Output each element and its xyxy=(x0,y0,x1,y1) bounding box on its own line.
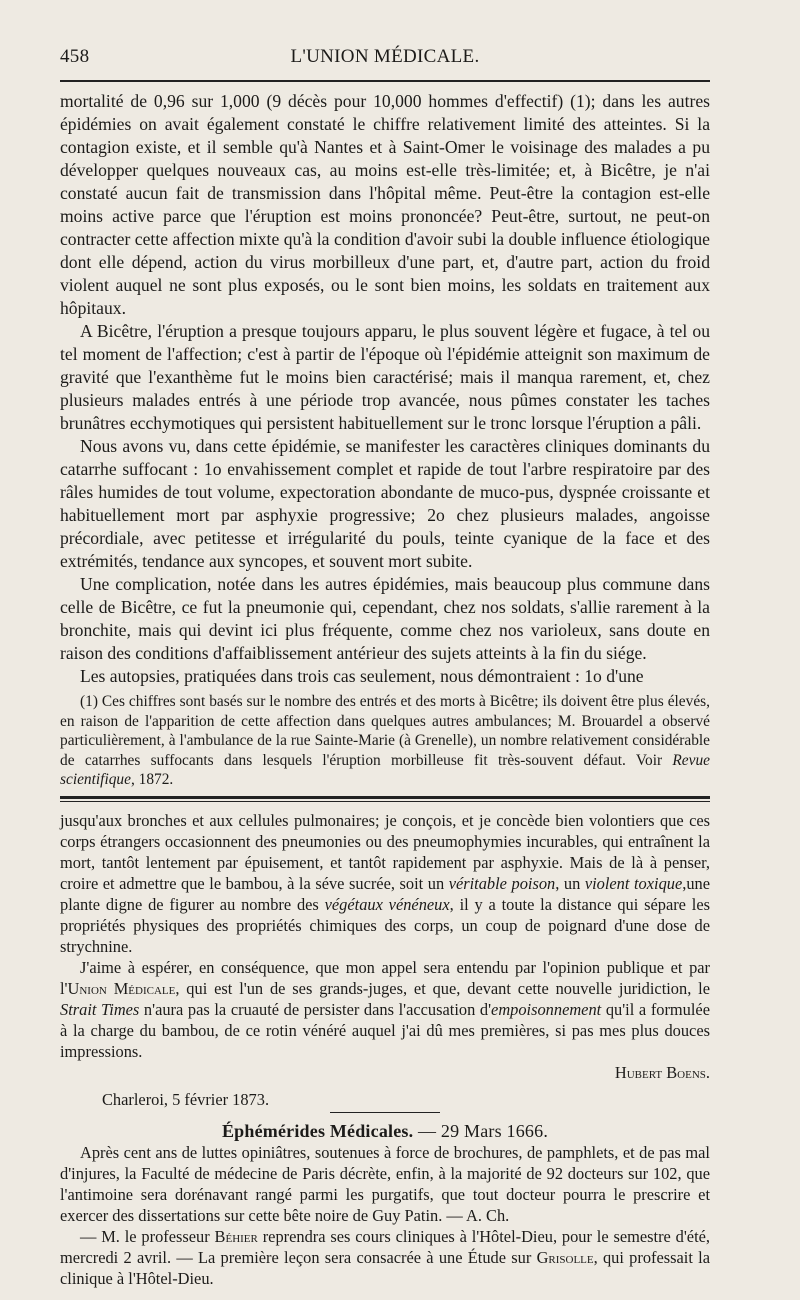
article-paragraph-2: A Bicêtre, l'éruption a presque toujours apparu, le plus souvent légère et fugace, à tel ou tel moment de l'affection; c'est à partir de l'époque où l'épidémie atteignit son maximum de gravité que l'exanthème fut le moins bien caractérisé; mais il manqua rarement, et, chez plusieurs malades entrés à une période trop avancée, nous pûmes constater les taches brunâtres ecchymotiques qui persistent habituellement sur le tronc lorsque l'éruption a pâli. xyxy=(60,321,710,433)
footnote-text: (1) Ces chiffres sont basés sur le nombre des entrés et des morts à Bicêtre; ils doivent être plus élevés, en raison de l'apparition de cette affection dans quelques autres ambulances; M. Brouardel a observé particulièrement, à l'ambulance de la rue Sainte-Marie (à Grenelle), un nombre relativement considérable de catarrhes suffocants dans lesquels l'éruption morbilleuse fit très-souvent défaut. Voir xyxy=(60,693,710,769)
ephemerides-heading xyxy=(60,1121,710,1142)
section-divider xyxy=(60,796,710,802)
ephemerides-title: Éphémérides Médicales. xyxy=(221,1120,414,1141)
page-number: 458 xyxy=(60,46,90,67)
footnote xyxy=(60,692,710,790)
emphasis-veritable-poison: véritable poison xyxy=(448,873,556,893)
page-header xyxy=(60,42,710,72)
footnote-journal: Revue scientifique xyxy=(60,751,710,788)
article-body xyxy=(60,90,710,688)
article-paragraph-5: Les autopsies, pratiquées dans trois cas seulement, nous démontraient : 1o d'une xyxy=(80,666,644,686)
letter-section xyxy=(60,810,710,1289)
letter-dateline: Charleroi, 5 février 1873. xyxy=(102,1089,270,1109)
article-paragraph-3: Nous avons vu, dans cette épidémie, se manifester les caractères cliniques dominants du catarrhe suffocant : 1o envahissement complet et rapide de tout l'arbre respiratoire par des râles humides de tout volume, expectoration abondante de muco-pus, dyspnée croissante et habituellement mort par asphyxie progressive; 2o chez plusieurs malades, angoisse précordiale, avec petitesse et irrégularité du pouls, teinte cyanique de la face et des extrémités, tendance aux syncopes, et souvent mort subite. xyxy=(60,436,710,571)
strait-times-name: Strait Times xyxy=(60,999,140,1019)
running-title: L'UNION MÉDICALE. xyxy=(290,46,480,67)
letter-paragraph-1: jusqu'aux bronches et aux cellules pulmonaires; je conçois, et je concède bien volontiers que ces corps étrangers occasionnent des pneumonies ou des pneumophymies incurables, qui entraînent la mort, tantôt lentement par épuisement, et tantôt rapidement par asphyxie. Mais de là à penser, croire et admettre que le bambou, à la séve sucrée, soit un véritable poison, un violent toxique,une plante digne de figurer au nombre des végétaux vénéneux, il y a toute la distance qui sépare les propriétés physiques des propriétés chimiques des corps, un coup de poignard d'une dose de strychnine. xyxy=(60,810,710,956)
ephemerides-paragraph-2: — M. le professeur Béhier reprendra ses cours cliniques à l'Hôtel-Dieu, pour le semestre d'été, mercredi 2 avril. — La première leçon sera consacrée à une Étude sur Grisolle, qui professait la clinique à l'Hôtel-Dieu. xyxy=(60,1226,710,1288)
emphasis-violent-toxique: violent toxique xyxy=(584,873,683,893)
ephemerides-paragraph-1: Après cent ans de luttes opiniâtres, soutenues à force de brochures, de pamphlets, et de pas mal d'injures, la Faculté de médecine de Paris décrète, enfin, à la majorité de 92 docteurs sur 102, que l'antimoine sera dorénavant rangé parmi les purgatifs, que tout docteur pourra le prescrire et exercer des dissertations sur cette bête noire de Guy Patin. — A. Ch. xyxy=(60,1142,710,1225)
short-divider xyxy=(330,1112,440,1113)
author-signature: Hubert Boens. xyxy=(614,1062,710,1082)
emphasis-empoisonnement: empoisonnement xyxy=(491,999,602,1019)
signature-line xyxy=(60,1062,710,1083)
union-medicale-name: Union Médicale xyxy=(67,978,176,998)
behier-name: Béhier xyxy=(214,1226,258,1246)
article-paragraph-1: mortalité de 0,96 sur 1,000 (9 décès pour 10,000 hommes d'effectif) (1); dans les autres épidémies on avait également constaté le chiffre relativement limité des atteintes. Si la contagion existe, et il semble qu'à Nantes et à Saint-Omer le voisinage des malades a pu développer quelques nouveaux cas, au moins est-elle très-limitée; et, à Bicêtre, je n'ai constaté aucun fait de transmission dans l'hôpital même. Peut-être la contagion est-elle moins active parce que l'éruption est moins prononcée? Peut-être, surtout, ne peut-on contracter cette affection mixte qu'à la condition d'avoir subi la double influence étiologique dont elle dépend, action du virus morbilleux d'une part, et, d'autre part, action du froid violent auquel ne sont plus exposés, ou le sont bien moins, les soldats en traitement aux hôpitaux. xyxy=(60,91,710,318)
article-paragraph-4: Une complication, notée dans les autres épidémies, mais beaucoup plus commune dans celle de Bicêtre, ce fut la pneumonie qui, cependant, chez nos soldats, s'allie rarement à la bronchite, mais qui devint ici plus fréquente, comme chez nos varioleux, sans doute en raison des conditions d'affaiblissement antérieur des sujets atteints à la fin du siége. xyxy=(60,574,710,663)
header-rule xyxy=(60,80,710,82)
letter-paragraph-2: J'aime à espérer, en conséquence, que mon appel sera entendu par l'opinion publique et par l'Union Médicale, qui est l'un de ses grands-juges, et que, devant cette nouvelle juridiction, le Strait Times n'aura pas la cruauté de persister dans l'accusation d'empoisonnement qu'il a formulée à la charge du bambou, de ce rotin vénéré auquel j'ai dû mes premières, si pas mes plus douces impressions. xyxy=(60,957,710,1061)
emphasis-vegetaux-veneneux: végétaux vénéneux xyxy=(324,894,450,914)
grisolle-name: Grisolle xyxy=(536,1247,594,1267)
ephemerides-date: — 29 Mars 1666. xyxy=(418,1120,549,1141)
footnote-year: , 1872. xyxy=(130,771,174,788)
